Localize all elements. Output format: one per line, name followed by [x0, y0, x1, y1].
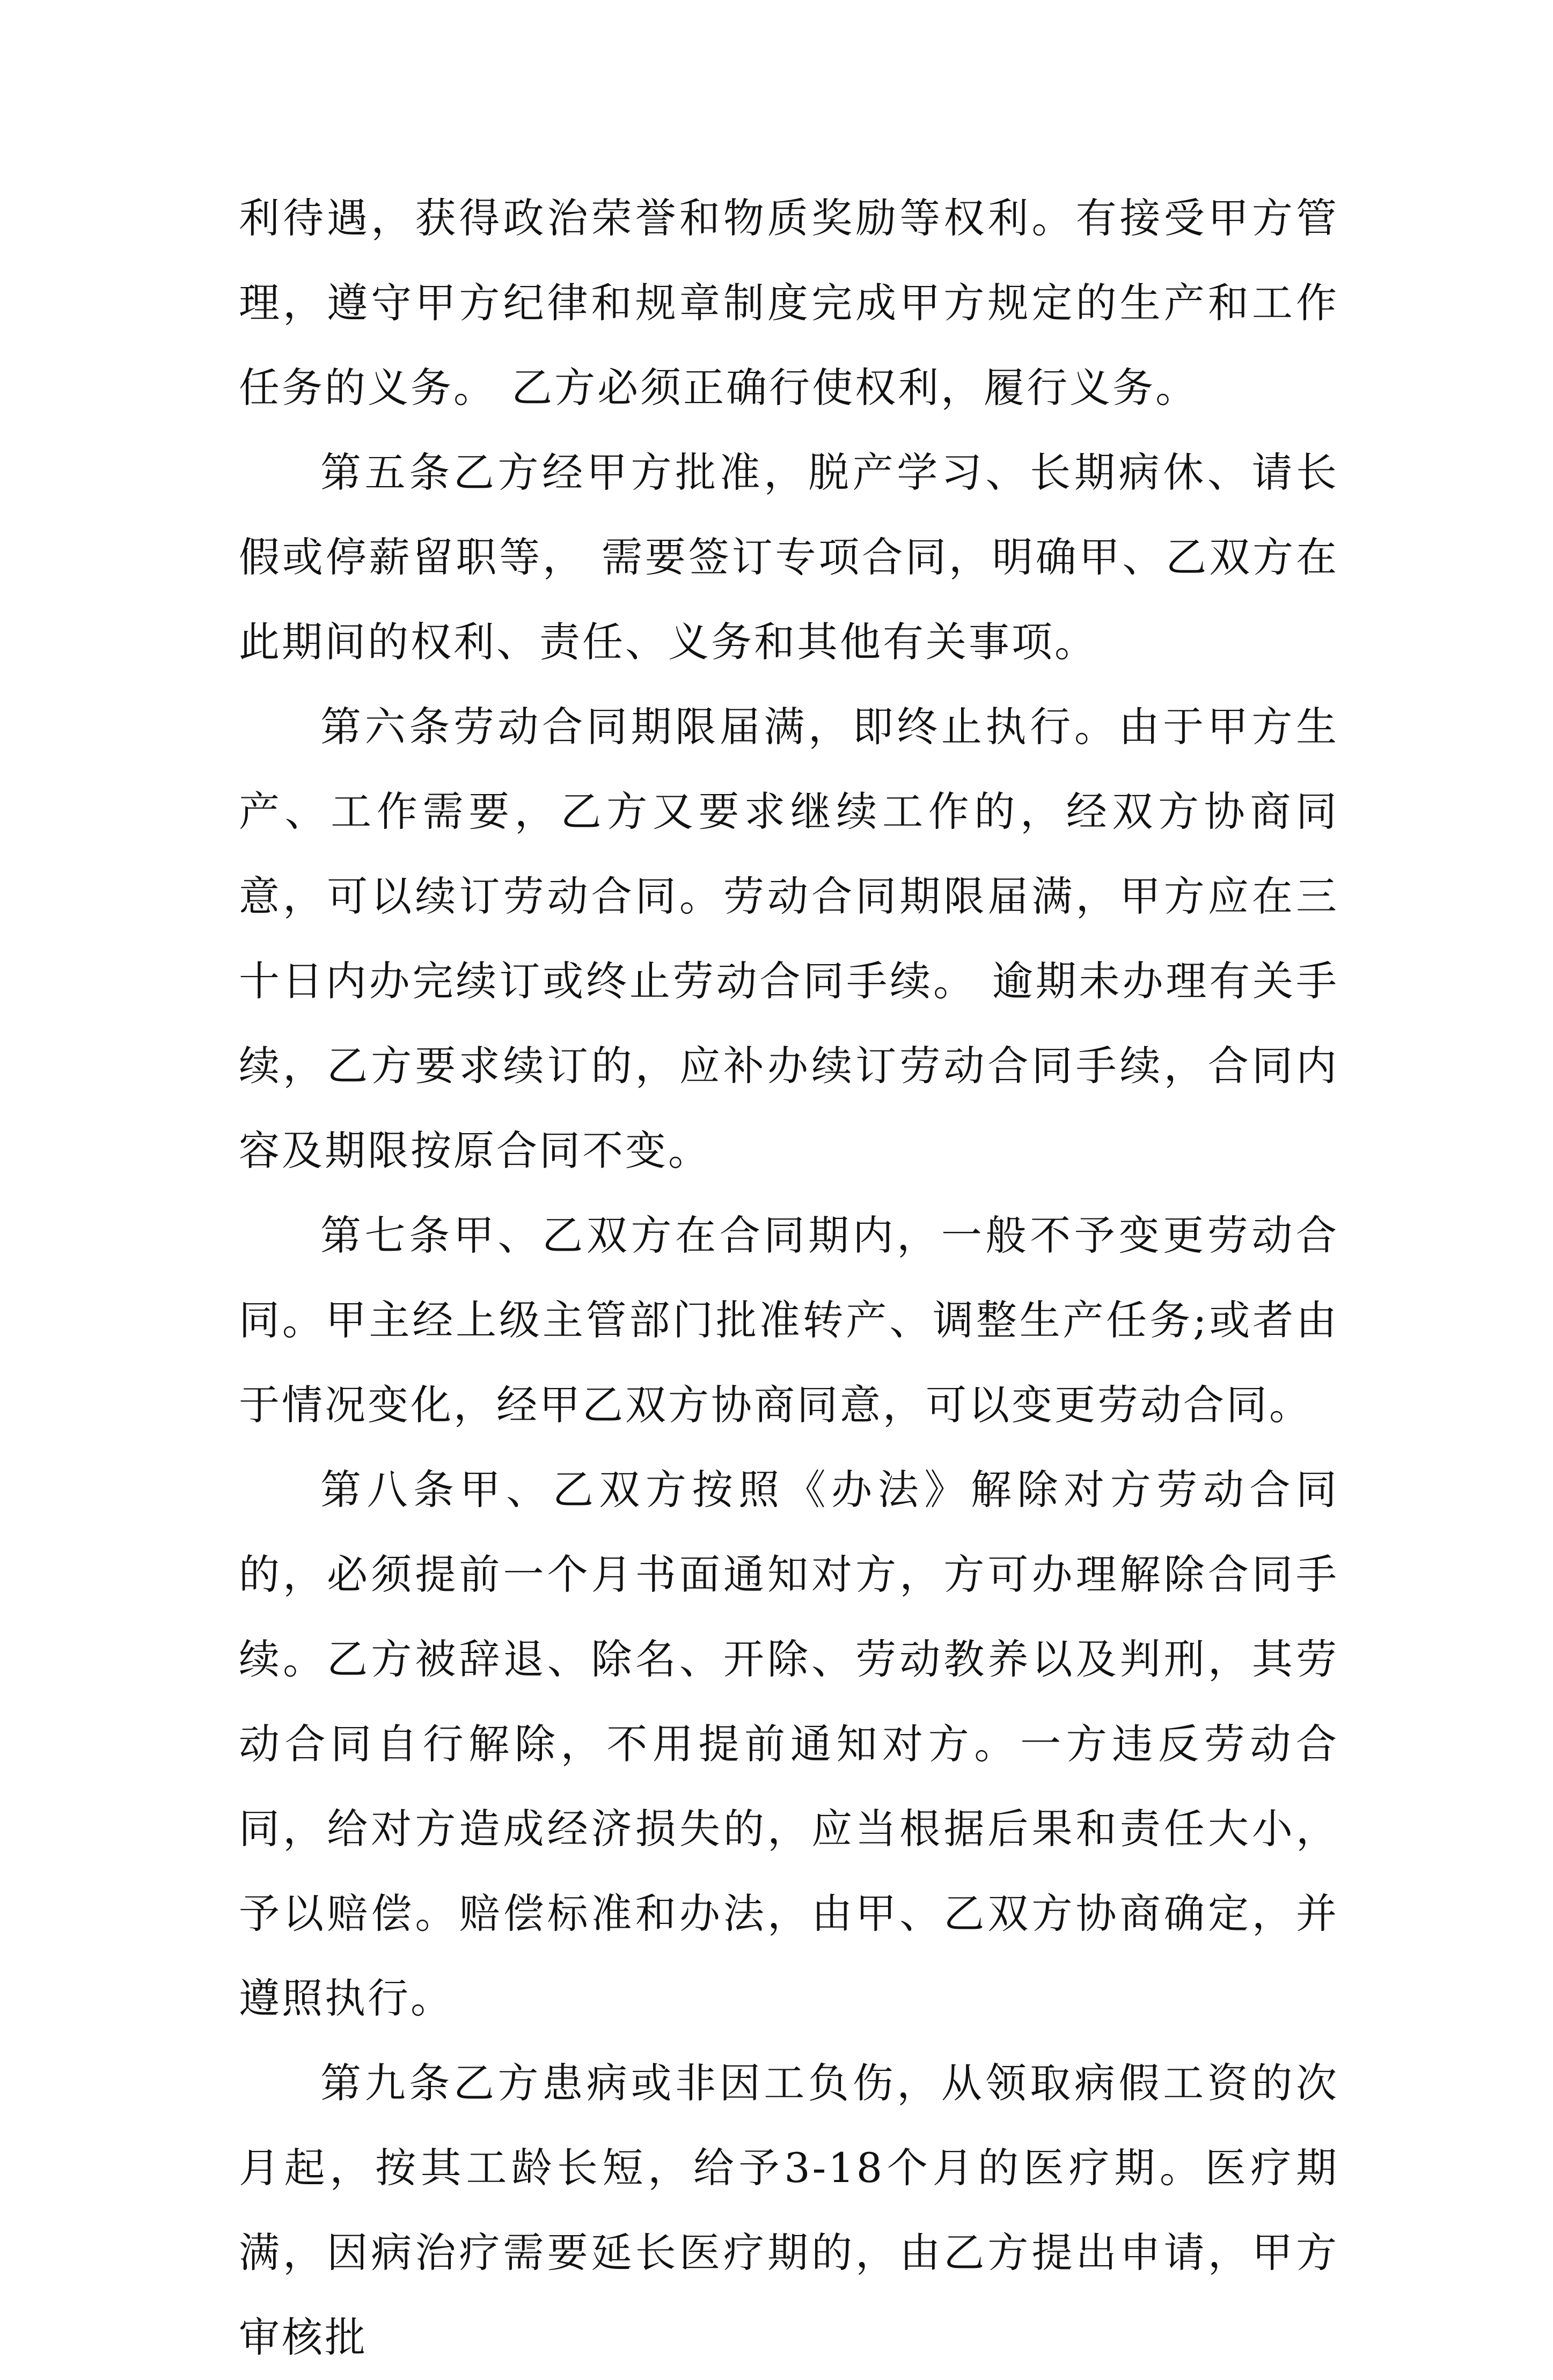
paragraph-article-5: 第五条乙方经甲方批准，脱产学习、长期病休、请长假或停薪留职等， 需要签订专项合同，明确甲、乙双方在此期间的权利、责任、义务和其他有关事项。 [239, 449, 1339, 666]
document-body [239, 176, 1339, 2380]
paragraph-article-7: 第七条甲、乙双方在合同期内，一般不予变更劳动合同。甲主经上级主管部门批准转产、调整生产任务;或者由于情况变化，经甲乙双方协商同意，可以变更劳动合同。 [239, 1211, 1339, 1429]
paragraph-article-6: 第六条劳动合同期限届满，即终止执行。由于甲方生产、工作需要，乙方又要求继续工作的，经双方协商同意，可以续订劳动合同。劳动合同期限届满，甲方应在三十日内办完续订或终止劳动合同手续。 逾期未办理有关手续，乙方要求续订的，应补办续订劳动合同手续，合同内容及期限按原合同不变。 [239, 703, 1339, 1174]
paragraph-continuation: 利待遇，获得政治荣誉和物质奖励等权利。有接受甲方管理，遵守甲方纪律和规章制度完成甲方规定的生产和工作任务的义务。 乙方必须正确行使权利，履行义务。 [239, 194, 1339, 412]
paragraph-article-9: 第九条乙方患病或非因工负伤，从领取病假工资的次月起，按其工龄长短，给予3-18个月的医疗期。医疗期满，因病治疗需要延长医疗期的，由乙方提出申请，甲方审核批 [239, 2059, 1339, 2361]
paragraph-article-8: 第八条甲、乙双方按照《办法》解除对方劳动合同的，必须提前一个月书面通知对方，方可办理解除合同手续。乙方被辞退、除名、开除、劳动教养以及判刑，其劳动合同自行解除，不用提前通知对方。一方违反劳动合同，给对方造成经济损失的，应当根据后果和责任大小，予以赔偿。赔偿标准和办法，由甲、乙双方协商确定，并遵照执行。 [239, 1466, 1339, 2022]
